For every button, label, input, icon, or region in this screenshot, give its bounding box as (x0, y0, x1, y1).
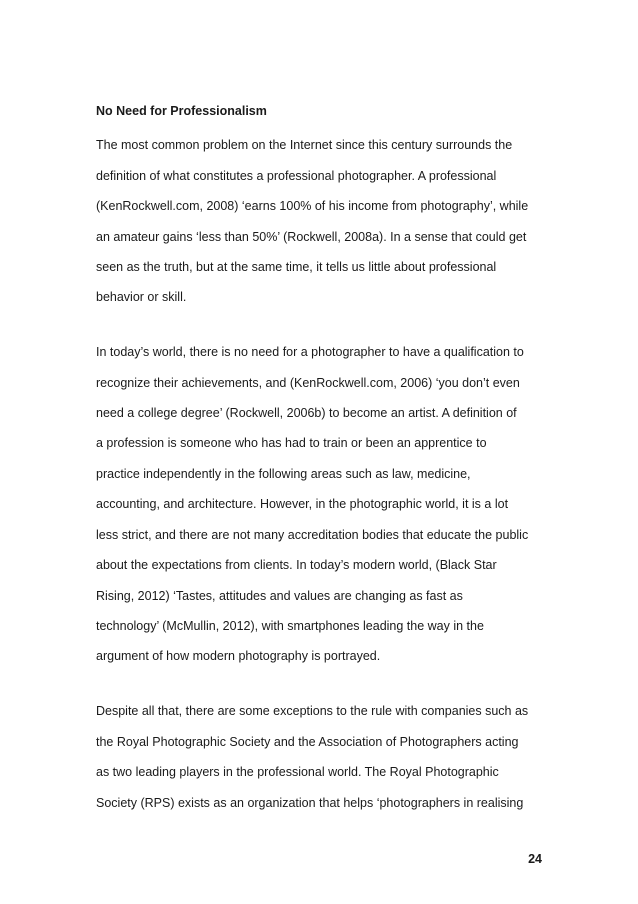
paragraph-2-line: about the expectations from clients. In today’s modern world, (Black Star (96, 558, 497, 572)
paragraph-2-line: need a college degree’ (Rockwell, 2006b) to become an artist. A definition of (96, 406, 517, 420)
paragraph-1-line: definition of what constitutes a professional photographer. A professional (96, 169, 497, 183)
paragraph-2-line: technology’ (McMullin, 2012), with smartphones leading the way in the (96, 619, 484, 633)
paragraph-2-line: a profession is someone who has had to train or been an apprentice to (96, 436, 487, 450)
paragraph-2-line: recognize their achievements, and (KenRockwell.com, 2006) ‘you don’t even (96, 376, 520, 390)
paragraph-2-line: practice independently in the following areas such as law, medicine, (96, 467, 471, 481)
paragraph-2-line: In today’s world, there is no need for a photographer to have a qualification to (96, 345, 524, 359)
paragraph-2-line: accounting, and architecture. However, in the photographic world, it is a lot (96, 497, 509, 511)
page-number: 24 (528, 852, 542, 866)
paragraph-1-line: (KenRockwell.com, 2008) ‘earns 100% of his income from photography’, while (96, 199, 529, 213)
paragraph-2-line: less strict, and there are not many accreditation bodies that educate the public (96, 528, 529, 542)
section-heading: No Need for Professionalism (96, 104, 267, 118)
paragraph-2-line: argument of how modern photography is portrayed. (96, 649, 381, 663)
paragraph-1-line: seen as the truth, but at the same time, it tells us little about professional (96, 260, 497, 274)
paragraph-3-line: Despite all that, there are some exceptions to the rule with companies such as (96, 704, 529, 718)
paragraph-1-line: behavior or skill. (96, 290, 187, 304)
paragraph-2-line: Rising, 2012) ‘Tastes, attitudes and values are changing as fast as (96, 589, 463, 603)
paragraph-1-line: The most common problem on the Internet since this century surrounds the (96, 138, 513, 152)
paragraph-3-line: the Royal Photographic Society and the Association of Photographers acting (96, 735, 519, 749)
paragraph-3-line: Society (RPS) exists as an organization that helps ‘photographers in realising (96, 796, 524, 810)
paragraph-1-line: an amateur gains ‘less than 50%’ (Rockwell, 2008a). In a sense that could get (96, 230, 527, 244)
paragraph-3-line: as two leading players in the professional world. The Royal Photographic (96, 765, 499, 779)
